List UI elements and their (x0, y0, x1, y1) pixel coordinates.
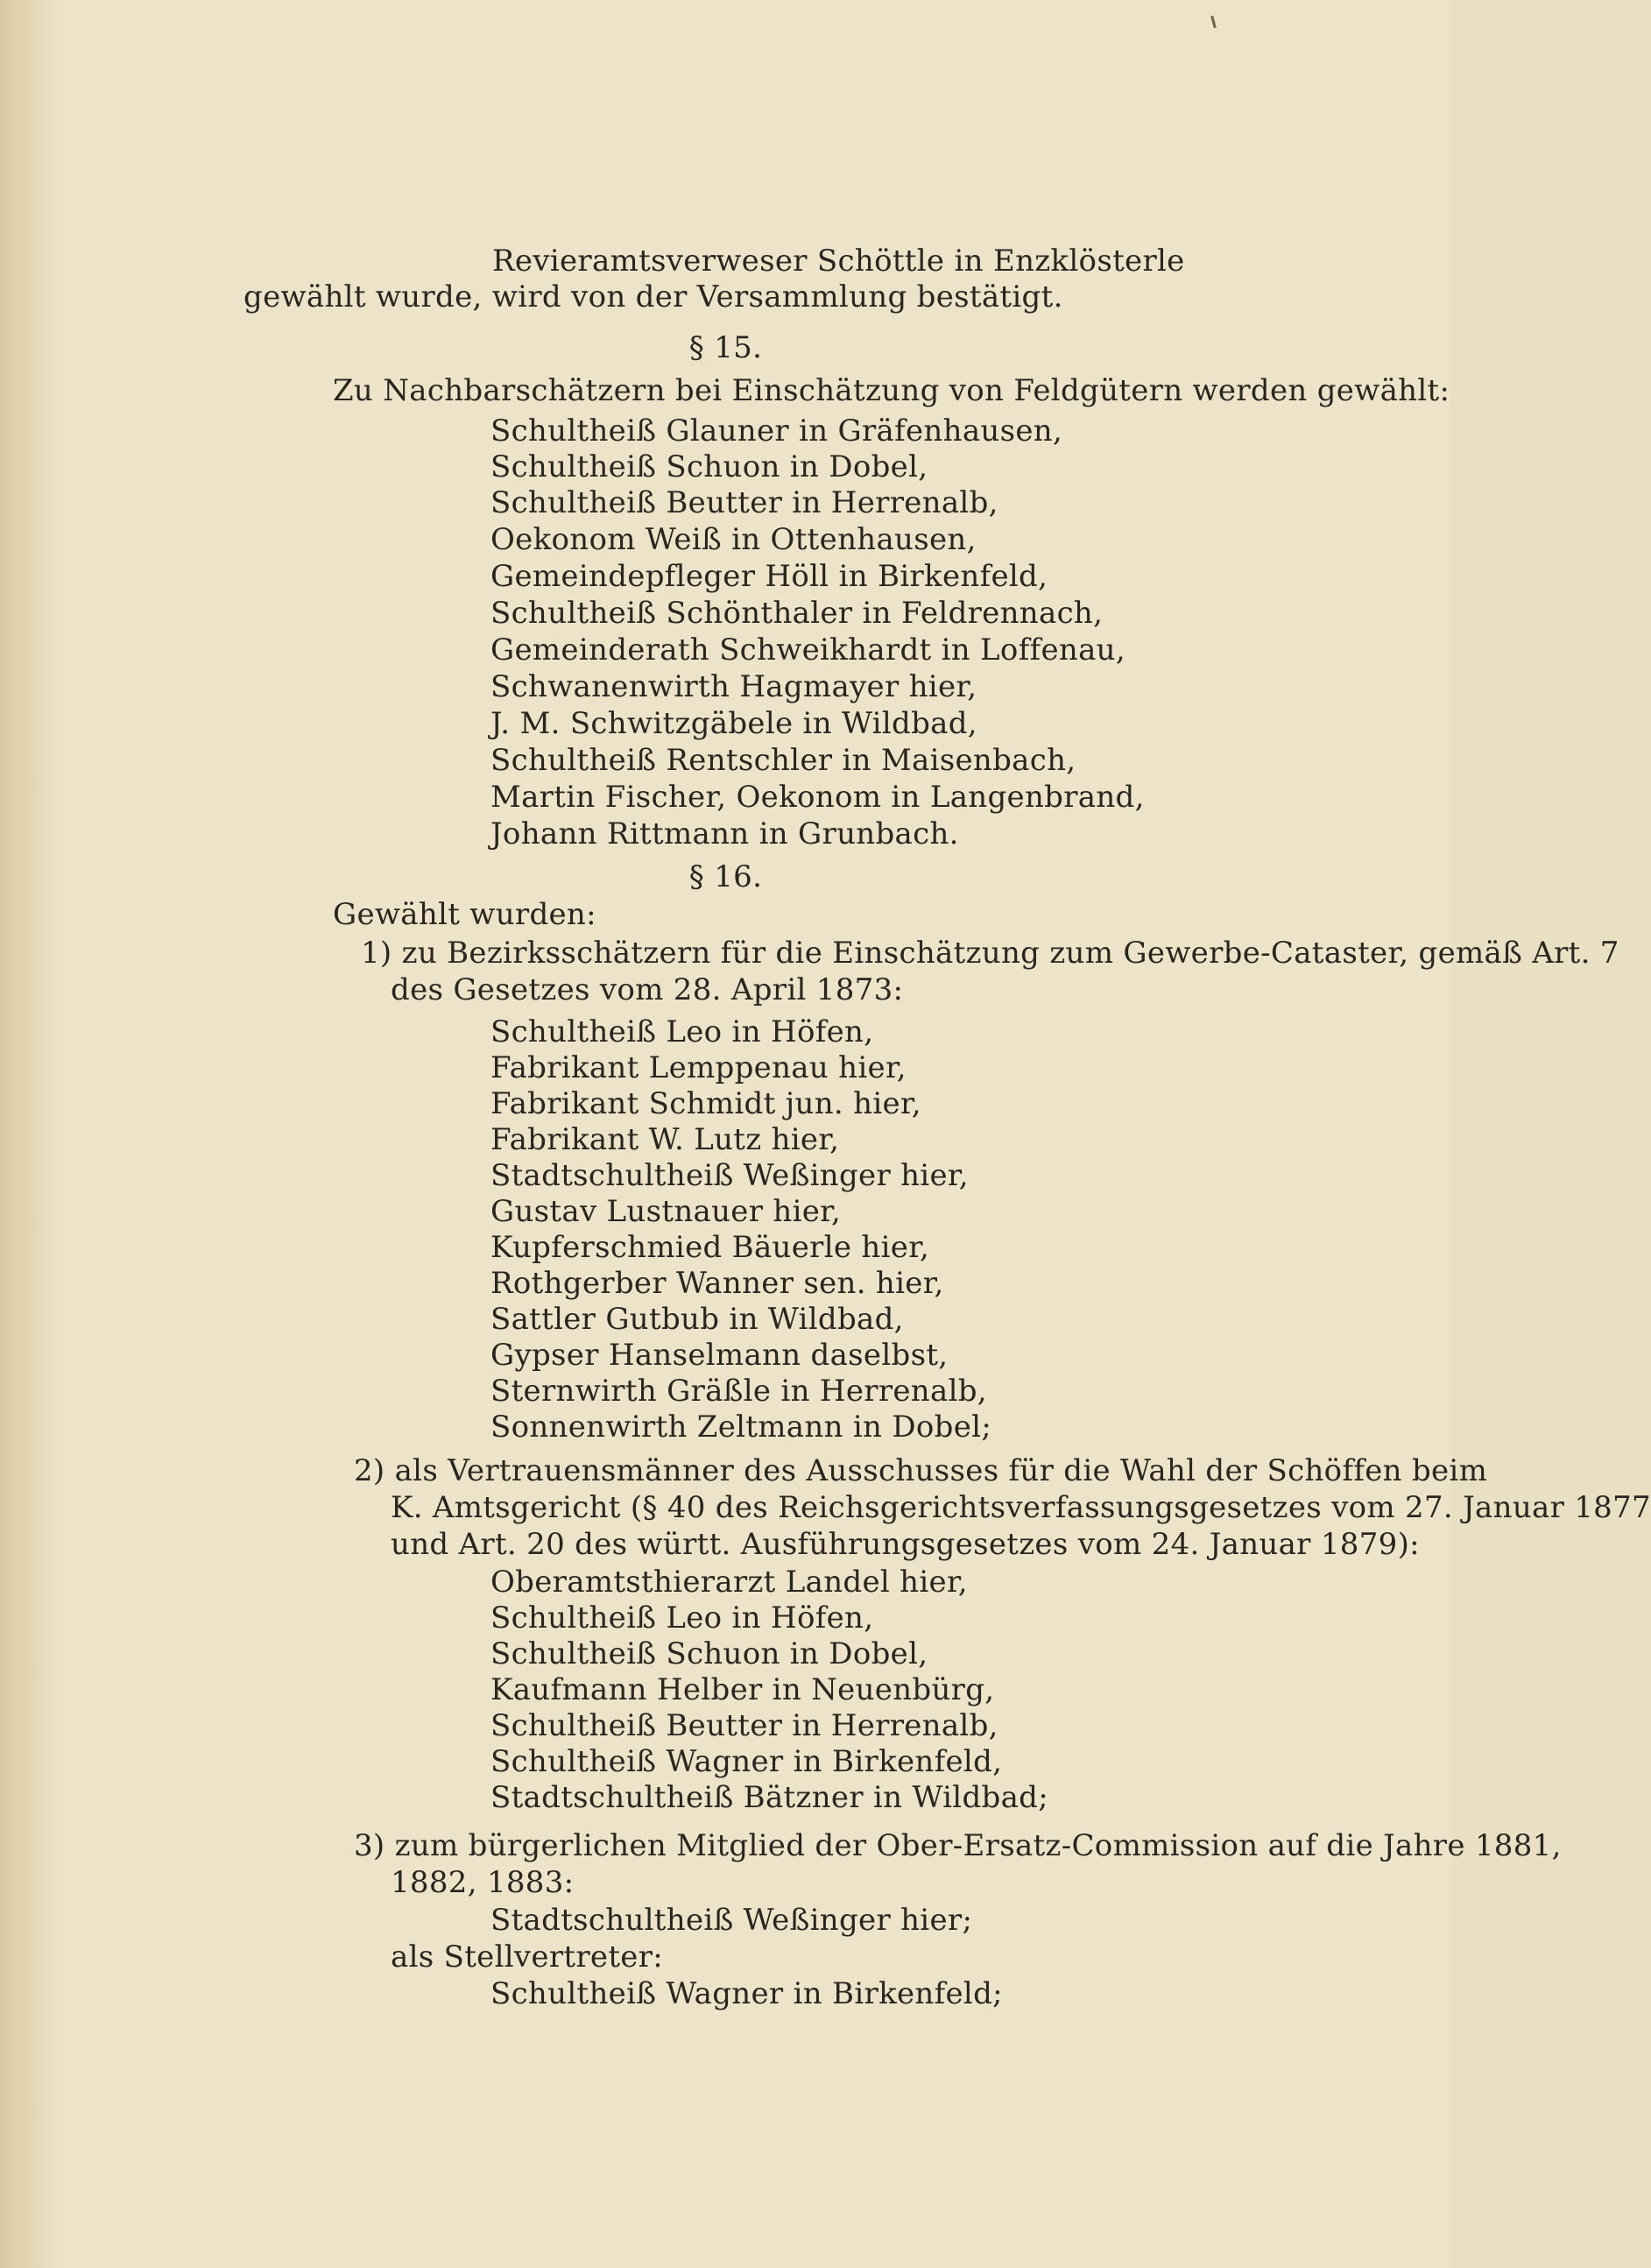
list-item: Stadtschultheiß Weßinger hier, (490, 1158, 969, 1193)
list-item: Kaufmann Helber in Neuenbürg, (490, 1672, 995, 1707)
section-heading: § 15. (688, 330, 763, 365)
section-heading: § 16. (688, 859, 763, 894)
numbered-item: 1) zu Bezirksschätzern für die Einschätzung zum Gewerbe-Cataster, gemäß Art. 7 (361, 936, 1619, 971)
list-item: Sonnenwirth Zeltmann in Dobel; (490, 1410, 992, 1445)
list-item: Gypser Hanselmann daselbst, (490, 1338, 949, 1373)
numbered-item: 3) zum bürgerlichen Mitglied der Ober-Ersatz-Commission auf die Jahre 1881, (354, 1828, 1562, 1863)
list-item: Oberamtsthierarzt Landel hier, (490, 1565, 968, 1600)
text-line: Gewählt wurden: (333, 897, 596, 932)
list-item: Schultheiß Schuon in Dobel, (490, 1636, 928, 1671)
text-line: des Gesetzes vom 28. April 1873: (391, 972, 904, 1007)
text-line: und Art. 20 des württ. Ausführungsgesetzes vom 24. Januar 1879): (391, 1527, 1420, 1562)
list-item: Sternwirth Gräßle in Herrenalb, (490, 1374, 987, 1409)
list-item: Schultheiß Wagner in Birkenfeld, (490, 1744, 1003, 1779)
list-item: Schultheiß Beutter in Herrenalb, (490, 485, 998, 520)
text-line: gewählt wurde, wird von der Versammlung bestätigt. (243, 279, 1063, 314)
list-item: Stadtschultheiß Bätzner in Wildbad; (490, 1780, 1048, 1815)
list-item: Martin Fischer, Oekonom in Langenbrand, (490, 780, 1145, 815)
list-item: Schultheiß Rentschler in Maisenbach, (490, 743, 1076, 778)
numbered-item: 2) als Vertrauensmänner des Ausschusses für die Wahl der Schöffen beim (354, 1453, 1488, 1488)
list-item: Sattler Gutbub in Wildbad, (490, 1302, 904, 1337)
text-line: als Stellvertreter: (391, 1939, 664, 1975)
text-line: 1882, 1883: (391, 1865, 575, 1900)
list-item: Schultheiß Leo in Höfen, (490, 1014, 874, 1049)
list-item: Kupferschmied Bäuerle hier, (490, 1230, 930, 1265)
list-item: Gustav Lustnauer hier, (490, 1194, 842, 1229)
list-item: Schultheiß Schönthaler in Feldrennach, (490, 596, 1104, 631)
list-item: Oekonom Weiß in Ottenhausen, (490, 522, 977, 557)
list-item: Schultheiß Wagner in Birkenfeld; (490, 1976, 1003, 2011)
list-item: Schultheiß Schuon in Dobel, (490, 449, 928, 484)
list-item: Fabrikant Schmidt jun. hier, (490, 1086, 921, 1121)
list-item: Stadtschultheiß Weßinger hier; (490, 1903, 973, 1938)
list-item: Schwanenwirth Hagmayer hier, (490, 669, 977, 704)
list-item: Johann Rittmann in Grunbach. (490, 816, 959, 851)
text-line: Zu Nachbarschätzern bei Einschätzung von Feldgütern werden gewählt: (333, 373, 1450, 408)
list-item: Schultheiß Beutter in Herrenalb, (490, 1708, 998, 1743)
list-item: J. M. Schwitzgäbele in Wildbad, (490, 706, 977, 741)
list-item: Gemeinderath Schweikhardt in Loffenau, (490, 632, 1125, 668)
list-item: Fabrikant W. Lutz hier, (490, 1122, 840, 1157)
list-item: Gemeindepfleger Höll in Birkenfeld, (490, 559, 1048, 594)
list-item: Rothgerber Wanner sen. hier, (490, 1266, 944, 1301)
list-item: Fabrikant Lemppenau hier, (490, 1050, 907, 1085)
list-item: Schultheiß Leo in Höfen, (490, 1600, 874, 1636)
text-line: K. Amtsgericht (§ 40 des Reichsgerichtsverfassungsgesetzes vom 27. Januar 1877 (391, 1490, 1651, 1525)
list-item: Schultheiß Glauner in Gräfenhausen, (490, 413, 1063, 449)
text-line: Revieramtsverweser Schöttle in Enzklösterle (492, 244, 1185, 279)
